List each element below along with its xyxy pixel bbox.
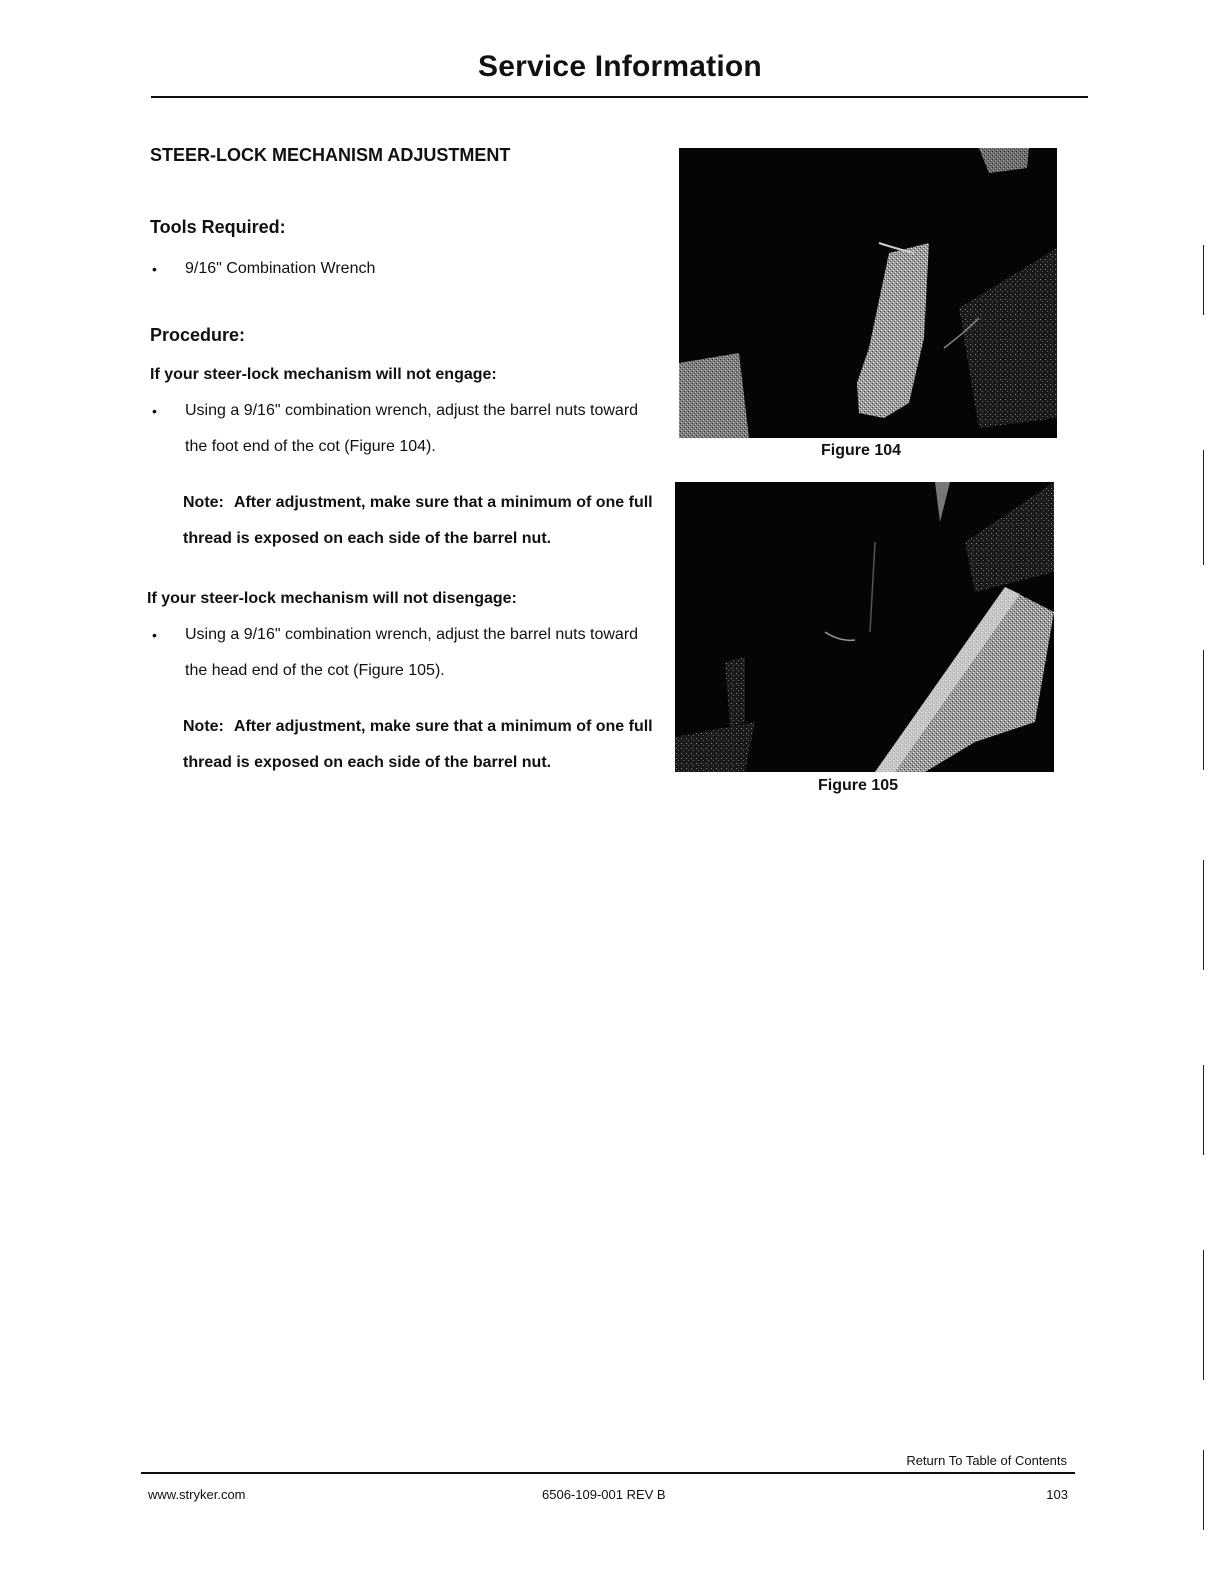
note-text: After adjustment, make sure that a minimum of one full thread is exposed on each side of the barrel nut. bbox=[183, 718, 653, 771]
instructions-column bbox=[147, 145, 660, 781]
step-text: Using a 9/16" combination wrench, adjust the barrel nuts toward the head end of the cot (Figure 105). bbox=[185, 626, 639, 679]
note-label: Note: bbox=[183, 494, 224, 511]
note-disengage bbox=[150, 709, 660, 781]
condition-engage: If your steer-lock mechanism will not engage: bbox=[150, 366, 497, 383]
scan-edge-mark bbox=[1203, 450, 1204, 565]
procedure-step-disengage bbox=[150, 617, 660, 689]
scan-edge-mark bbox=[1203, 245, 1204, 315]
footer-website: www.stryker.com bbox=[148, 1487, 246, 1502]
figure-104-caption: Figure 104 bbox=[820, 442, 902, 459]
bullet-icon: • bbox=[152, 403, 157, 419]
header-rule bbox=[151, 96, 1088, 98]
figure-105-caption: Figure 105 bbox=[817, 777, 899, 794]
note-engage bbox=[150, 485, 660, 557]
condition-disengage: If your steer-lock mechanism will not disengage: bbox=[147, 590, 517, 607]
page-title: Service Information bbox=[478, 50, 762, 83]
scan-edge-mark bbox=[1203, 1065, 1204, 1155]
return-to-toc-link[interactable]: Return To Table of Contents bbox=[906, 1453, 1067, 1468]
scan-edge-mark bbox=[1203, 650, 1204, 770]
footer-doc-number: 6506-109-001 REV B bbox=[542, 1487, 666, 1502]
figure-104-photo bbox=[679, 148, 1057, 438]
scan-edge-mark bbox=[1203, 1250, 1204, 1380]
tool-label: 9/16" Combination Wrench bbox=[185, 260, 376, 277]
tools-heading: Tools Required: bbox=[150, 217, 286, 237]
footer-rule bbox=[141, 1472, 1075, 1474]
section-heading: STEER-LOCK MECHANISM ADJUSTMENT bbox=[150, 145, 511, 165]
footer-page-number: 103 bbox=[1046, 1487, 1068, 1502]
scan-edge-mark bbox=[1203, 1450, 1204, 1530]
step-text: Using a 9/16" combination wrench, adjust the barrel nuts toward the foot end of the cot (Figure 104). bbox=[185, 402, 639, 455]
note-label: Note: bbox=[183, 718, 224, 735]
bullet-icon: • bbox=[152, 261, 157, 277]
figure-105-photo bbox=[675, 482, 1054, 772]
scan-edge-mark bbox=[1203, 860, 1204, 970]
procedure-heading: Procedure: bbox=[150, 325, 246, 345]
procedure-step-engage bbox=[150, 393, 660, 465]
bullet-icon: • bbox=[152, 627, 157, 643]
tool-list-item bbox=[150, 251, 660, 287]
note-text: After adjustment, make sure that a minimum of one full thread is exposed on each side of the barrel nut. bbox=[183, 494, 653, 547]
